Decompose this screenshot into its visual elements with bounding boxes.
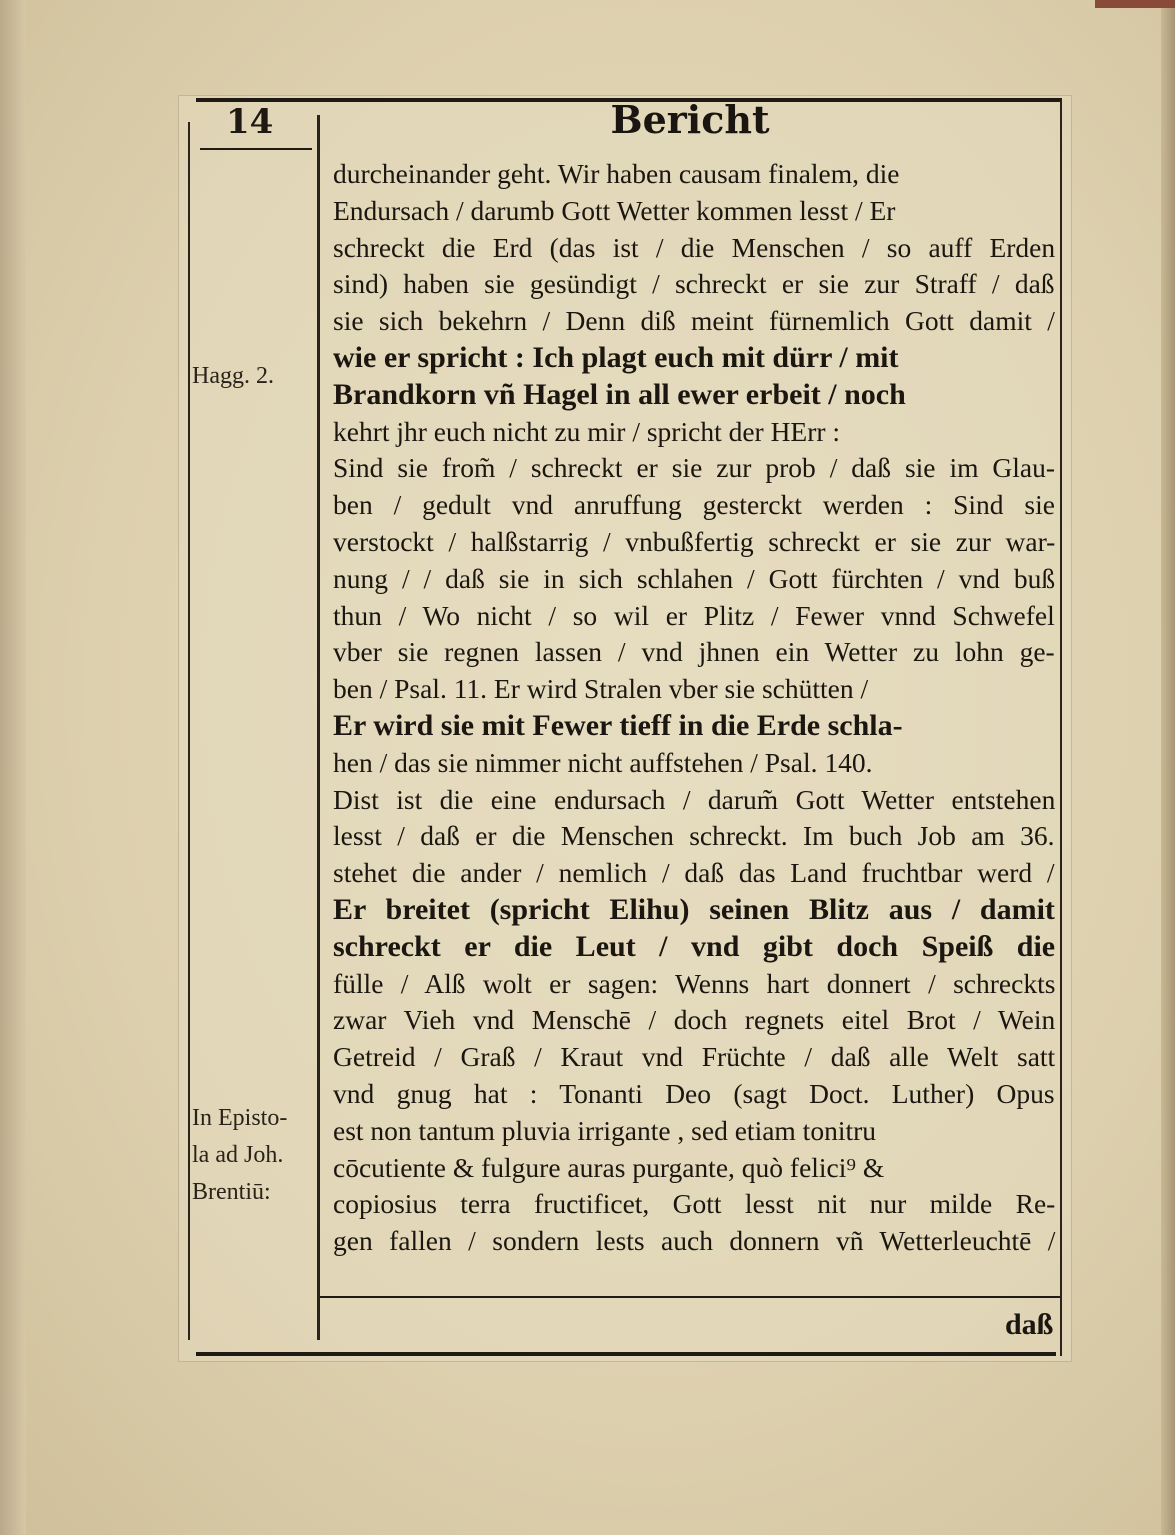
margin-note-haggai — [192, 358, 316, 395]
text-line: zwar Vieh vnd Menschē / doch regnets eitel Brot / Wein — [333, 1004, 1056, 1036]
text-line: cōcutiente & fulgure auras purgante, quò felici⁹ & — [333, 1151, 885, 1183]
text-bottom-rule — [318, 1296, 1060, 1298]
text-line: sie sich bekehrn / Denn diß meint fürnemlich Gott damit / — [333, 305, 1055, 337]
text-line: est non tantum pluvia irrigante , sed etiam tonitru — [333, 1114, 877, 1146]
text-line: Dist ist die eine endursach / darum̃ Gott Wetter entstehen — [333, 783, 1056, 815]
text-line: Brandkorn vñ Hagel in all ewer erbeit / noch — [333, 377, 906, 411]
margin-note-line: Brentiū: — [192, 1179, 271, 1205]
margin-note-haggai-text: Hagg. 2. — [192, 363, 274, 389]
page-gutter-shadow — [0, 0, 26, 1535]
binding-strip — [1095, 0, 1175, 8]
text-line: verstockt / halßstarrig / vnbußfertig schreckt er sie zur war- — [333, 525, 1056, 557]
text-line: vber sie regnen lassen / vnd jhnen ein Wetter zu lohn ge- — [333, 636, 1055, 668]
margin-note-line: In Episto- — [192, 1105, 288, 1131]
main-text-block — [333, 156, 1055, 1260]
margin-divider-rule — [317, 115, 320, 1340]
text-line: sind) haben sie gesündigt / schreckt er sie zur Straff / daß — [333, 268, 1055, 300]
text-line: ben / gedult vnd anruffung gesterckt werden : Sind sie — [333, 489, 1055, 521]
text-line: thun / Wo nicht / so wil er Plitz / Fewer vnnd Schwefel — [333, 599, 1055, 631]
text-line: fülle / Alß wolt er sagen: Wenns hart donnert / schreckts — [333, 967, 1056, 999]
text-line: stehet die ander / nemlich / daß das Land fruchtbar werd / — [333, 857, 1055, 889]
text-line: nung / / daß sie in sich schlahen / Gott fürchten / vnd buß — [333, 562, 1056, 594]
text-line: copiosius terra fructificet, Gott lesst nit nur milde Re- — [333, 1188, 1056, 1220]
text-line: lesst / daß er die Menschen schreckt. Im buch Job am 36. — [333, 820, 1055, 852]
text-line: kehrt jhr euch nicht zu mir / spricht der HErr : — [333, 415, 841, 447]
right-frame-rule — [1060, 100, 1062, 1356]
text-line: hen / das sie nimmer nicht auffstehen / Psal. 140. — [333, 746, 873, 778]
page-edge — [1161, 0, 1175, 1535]
margin-note-epistola — [192, 1100, 316, 1211]
text-line: schreckt die Erd (das ist / die Menschen / so auff Erden — [333, 231, 1056, 263]
running-head: Bericht — [610, 97, 770, 142]
catchword: daß — [1005, 1308, 1054, 1341]
margin-note-line: la ad Joh. — [192, 1142, 284, 1168]
text-line: ben / Psal. 11. Er wird Stralen vber sie schütten / — [333, 673, 869, 705]
page-number: 14 — [226, 102, 274, 142]
text-line: Sind sie from̃ / schreckt er sie zur prob / daß sie im Glau- — [333, 452, 1056, 484]
header-rule-left — [200, 148, 312, 150]
text-line: wie er spricht : Ich plagt euch mit dürr / mit — [333, 340, 899, 374]
bottom-rule — [196, 1352, 1056, 1356]
text-line: durcheinander geht. Wir haben causam finalem, die — [333, 158, 900, 189]
left-frame-rule — [188, 122, 190, 1340]
text-line: Er wird sie mit Fewer tieff in die Erde schla- — [333, 708, 903, 742]
text-line: schreckt er die Leut / vnd gibt doch Speiß die — [333, 929, 1056, 963]
text-line: Endursach / darumb Gott Wetter kommen lesst / Er — [333, 194, 896, 226]
text-line: Getreid / Graß / Kraut vnd Früchte / daß alle Welt satt — [333, 1041, 1056, 1073]
text-line: gen fallen / sondern lests auch donnern vñ Wetterleuchtē / — [333, 1225, 1056, 1257]
text-line: Er breitet (spricht Elihu) seinen Blitz aus / damit — [333, 892, 1055, 926]
text-line: vnd gnug hat : Tonanti Deo (sagt Doct. Luther) Opus — [333, 1077, 1055, 1109]
